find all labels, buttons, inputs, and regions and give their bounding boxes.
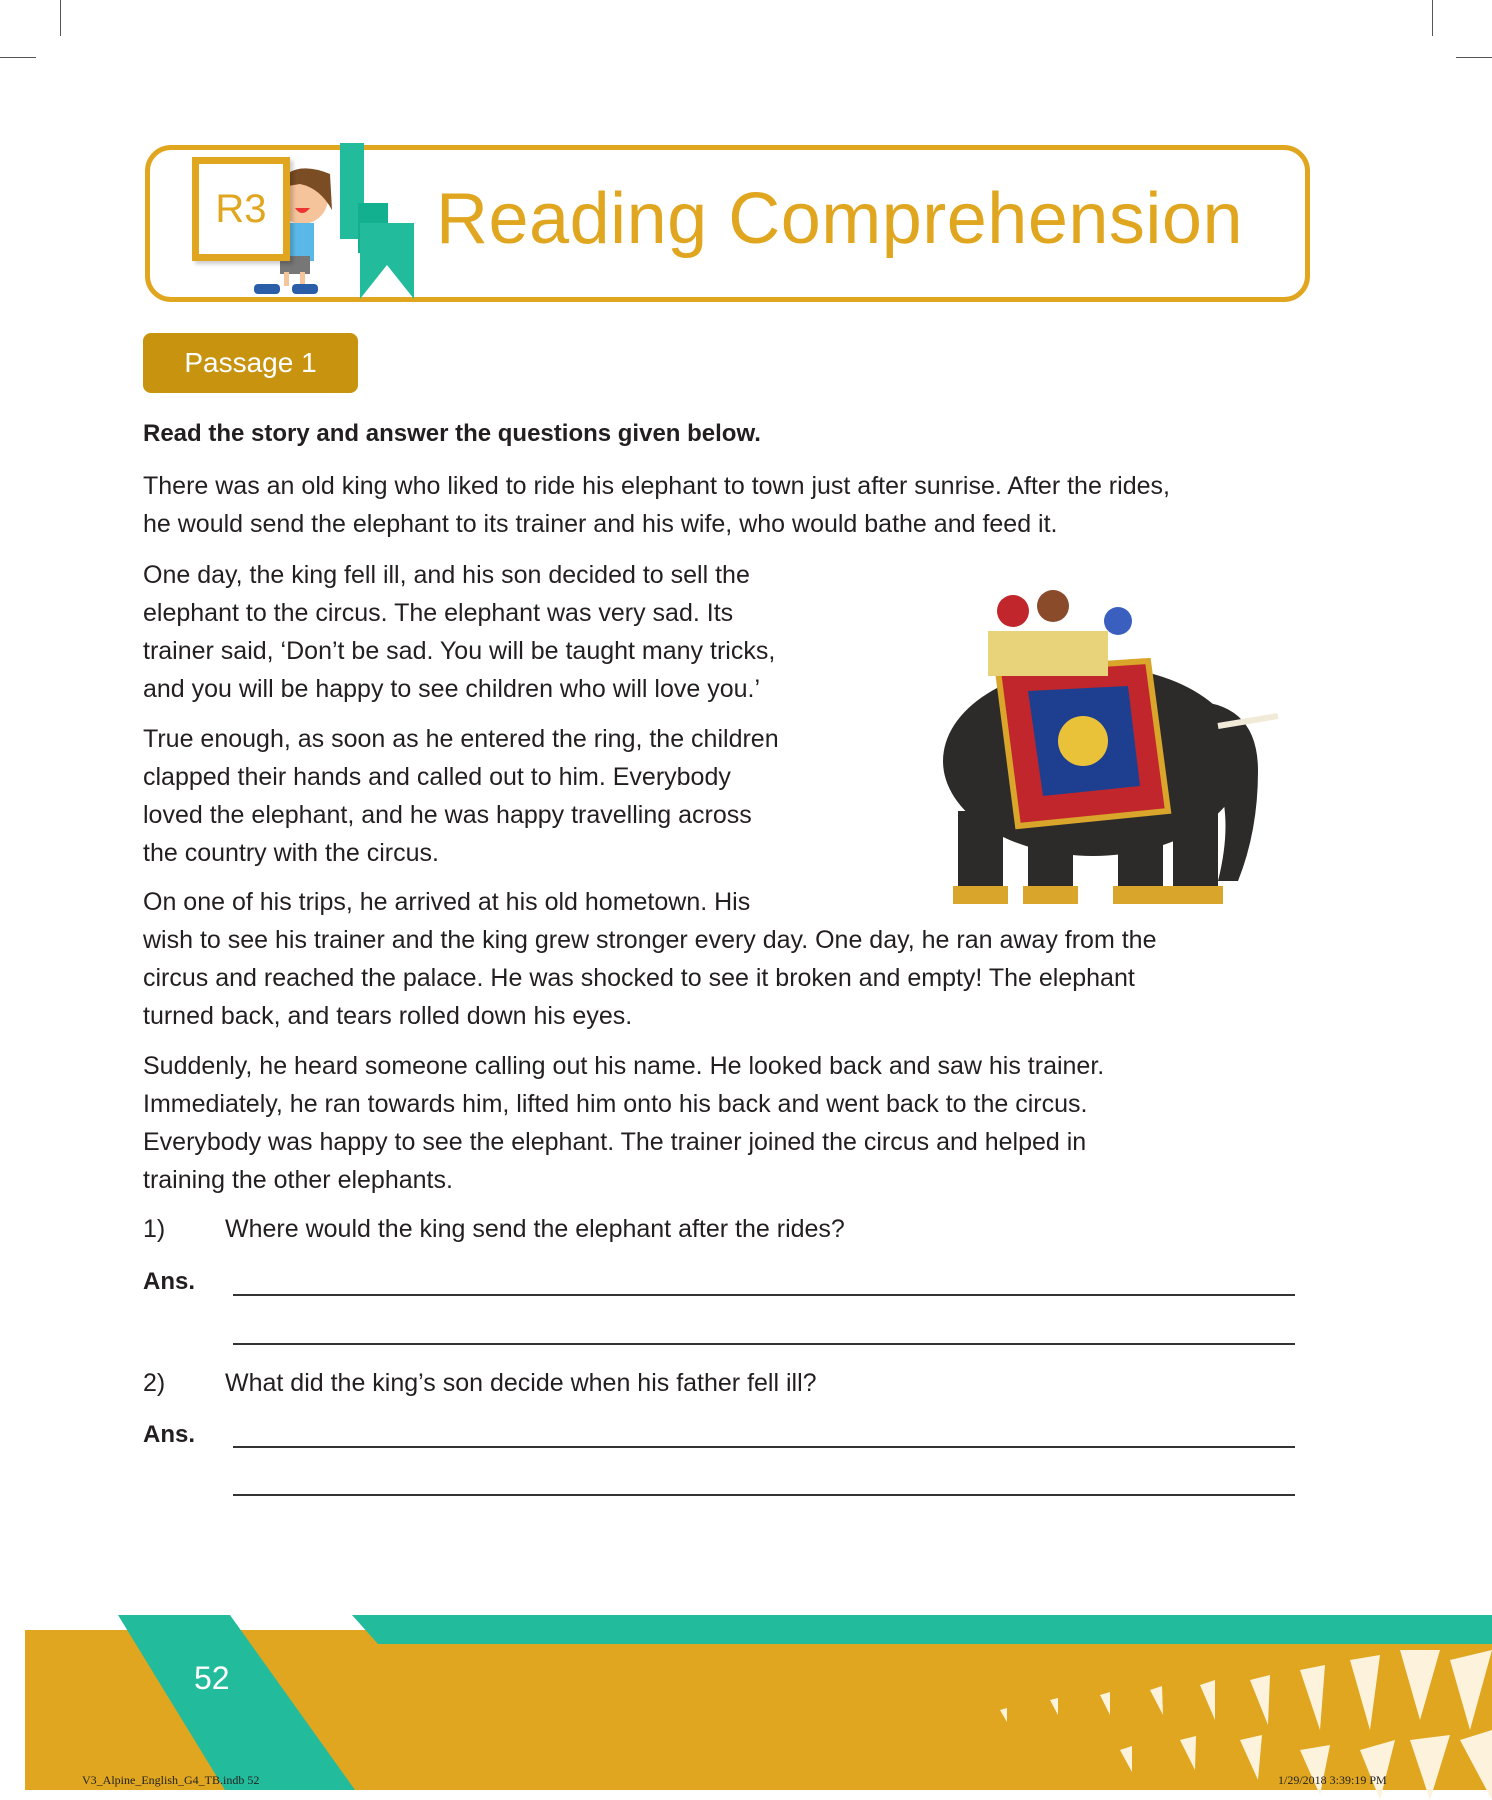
answer-line[interactable] (233, 1446, 1295, 1448)
text-line: elephant to the circus. The elephant was very sad. Its (143, 599, 734, 627)
bookmark-ribbon-icon (340, 143, 416, 299)
question-number: 1) (143, 1215, 166, 1243)
question-number: 2) (143, 1369, 166, 1397)
lesson-badge: R3 (192, 157, 290, 261)
text-line: Immediately, he ran towards him, lifted him onto his back and went back to the circus. (143, 1090, 1088, 1118)
royal-elephant-illustration (918, 551, 1283, 913)
text-line: trainer said, ‘Don’t be sad. You will be taught many tricks, (143, 637, 776, 665)
answer-line[interactable] (233, 1494, 1295, 1496)
question-text: What did the king’s son decide when his father fell ill? (225, 1369, 817, 1397)
crop-mark (60, 0, 61, 36)
paragraph-3 (143, 720, 779, 872)
text-line: wish to see his trainer and the king grew stronger every day. One day, he ran away from the (143, 926, 1157, 954)
text-line: he would send the elephant to its trainer and his wife, who would bathe and feed it. (143, 510, 1058, 538)
print-slug-left: V3_Alpine_English_G4_TB.indb 52 (82, 1773, 260, 1787)
answer-label-1: Ans. (143, 1268, 196, 1295)
footer-band (0, 1600, 1492, 1800)
paragraph-5 (143, 1047, 1104, 1199)
question-1 (143, 1215, 845, 1244)
crop-mark (1456, 57, 1492, 58)
crop-mark (1432, 0, 1433, 36)
page-number: 52 (194, 1660, 230, 1696)
question-2 (143, 1369, 817, 1398)
text-line: turned back, and tears rolled down his eyes. (143, 1002, 633, 1030)
text-line: loved the elephant, and he was happy travelling across (143, 801, 752, 829)
text-line: and you will be happy to see children who will love you.’ (143, 675, 761, 703)
crop-mark (0, 57, 36, 58)
answer-label-2: Ans. (143, 1421, 196, 1448)
answer-line[interactable] (233, 1343, 1295, 1345)
text-line: Everybody was happy to see the elephant. The trainer joined the circus and helped in (143, 1128, 1087, 1156)
page-title: Reading Comprehension (436, 179, 1243, 259)
text-line: One day, the king fell ill, and his son decided to sell the (143, 561, 750, 589)
text-line: True enough, as soon as he entered the ring, the children (143, 725, 779, 753)
paragraph-2 (143, 556, 775, 708)
text-line: circus and reached the palace. He was shocked to see it broken and empty! The elephant (143, 964, 1135, 992)
answer-line[interactable] (233, 1294, 1295, 1296)
instruction-text: Read the story and answer the questions given below. (143, 420, 761, 447)
print-slug-right: 1/29/2018 3:39:19 PM (1278, 1773, 1387, 1787)
text-line: the country with the circus. (143, 839, 439, 867)
text-line: There was an old king who liked to ride his elephant to town just after sunrise. After the rides, (143, 472, 1170, 500)
passage-badge: Passage 1 (143, 333, 358, 393)
paragraph-1 (143, 467, 1170, 543)
question-text: Where would the king send the elephant after the rides? (225, 1215, 845, 1243)
text-line: On one of his trips, he arrived at his old hometown. His (143, 888, 751, 916)
text-line: Suddenly, he heard someone calling out his name. He looked back and saw his trainer. (143, 1052, 1105, 1080)
text-line: clapped their hands and called out to him. Everybody (143, 763, 731, 791)
text-line: training the other elephants. (143, 1166, 453, 1194)
